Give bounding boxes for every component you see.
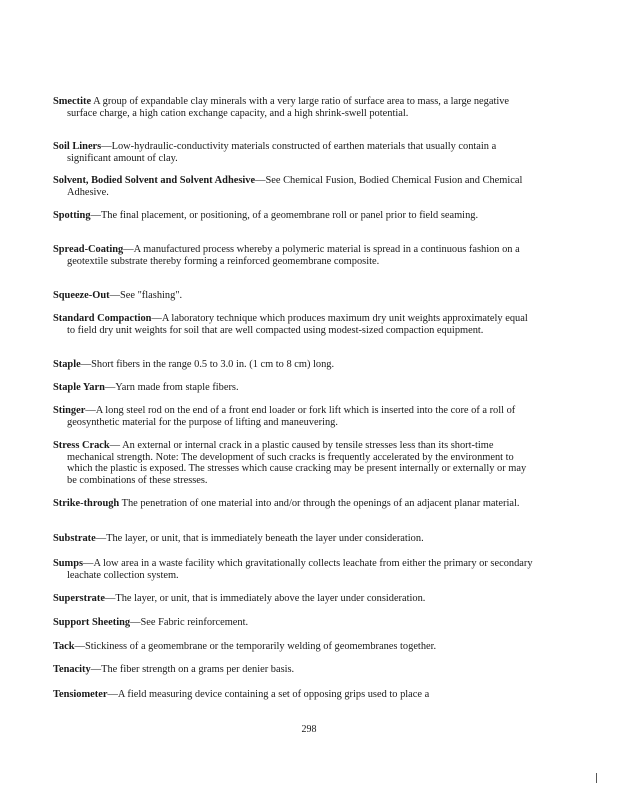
- entry-term: Smectite: [53, 96, 92, 107]
- glossary-entry-staple-yarn: [53, 382, 535, 394]
- glossary-entry-stress-crack: [53, 440, 535, 486]
- glossary-entry-support-sheeting: [53, 617, 535, 629]
- entry-term: Spotting: [53, 210, 91, 221]
- entry-term: Tenacity: [53, 664, 91, 675]
- glossary-entry-tack: [53, 641, 535, 653]
- glossary-entry-sumps: [53, 558, 535, 581]
- scan-artifact: [596, 773, 597, 783]
- entry-definition: — An external or internal crack in a plastic caused by tensile stresses less than its short-time mechanical strength. Note: The development of such cracks is frequently accelerated by the environment to which the plastic is exposed. The stresses which cause cracking may be present internally or externally or may be combinations of these stresses.: [67, 440, 527, 486]
- entry-term: Solvent, Bodied Solvent and Solvent Adhesive: [53, 175, 256, 186]
- entry-definition: —The final placement, or positioning, of a geomembrane roll or panel prior to field seaming.: [90, 210, 479, 221]
- glossary-entry-soil-liners: [53, 141, 535, 164]
- entry-term: Stress Crack: [53, 440, 110, 451]
- entry-term: Spread-Coating: [53, 244, 124, 255]
- entry-term: Staple Yarn: [53, 382, 105, 393]
- entry-term: Tack: [53, 641, 75, 652]
- entry-term: Tensiometer: [53, 689, 108, 700]
- page-number: 298: [301, 724, 317, 735]
- entry-definition: —A low area in a waste facility which gravitationally collects leachate from either the primary or secondary leachate collection system.: [67, 558, 533, 581]
- entry-definition: —Yarn made from staple fibers.: [104, 382, 239, 393]
- entry-term: Support Sheeting: [53, 617, 131, 628]
- entry-term: Substrate: [53, 533, 96, 544]
- entry-definition: —A field measuring device containing a set of opposing grips used to place a: [107, 689, 430, 700]
- entry-definition: —Short fibers in the range 0.5 to 3.0 in. (1 cm to 8 cm) long.: [80, 359, 335, 370]
- entry-term: Squeeze-Out: [53, 290, 110, 301]
- entry-definition: —The fiber strength on a grams per denier basis.: [90, 664, 295, 675]
- entry-term: Superstrate: [53, 593, 105, 604]
- glossary-entry-tenacity: [53, 664, 535, 676]
- entry-definition: —See Chemical Fusion, Bodied Chemical Fusion and Chemical Adhesive.: [67, 175, 523, 198]
- glossary-entry-stinger: [53, 405, 535, 428]
- glossary-entry-spotting: [53, 210, 535, 222]
- entry-term: Standard Compaction: [53, 313, 152, 324]
- entry-definition: —The layer, or unit, that is immediately above the layer under consideration.: [104, 593, 426, 604]
- glossary-entry-tensiometer: [53, 689, 535, 701]
- glossary-entry-standard-compaction: [53, 313, 535, 336]
- entry-definition: —See Fabric reinforcement.: [130, 617, 249, 628]
- entry-definition: A group of expandable clay minerals with a very large ratio of surface area to mass, a large negative surface charge, a high cation exchange capacity, and a high shrink-swell potential.: [67, 96, 510, 119]
- entry-definition: —Stickiness of a geomembrane or the temporarily welding of geomembranes together.: [74, 641, 437, 652]
- entry-term: Soil Liners: [53, 141, 102, 152]
- entry-definition: —The layer, or unit, that is immediately beneath the layer under consideration.: [95, 533, 424, 544]
- glossary-entry-spread-coating: [53, 244, 535, 267]
- entry-term: Stinger: [53, 405, 86, 416]
- entry-definition: —A manufactured process whereby a polymeric material is spread in a continuous fashion on a geotextile substrate thereby forming a reinforced geomembrane composite.: [67, 244, 520, 267]
- entry-definition: The penetration of one material into and/or through the openings of an adjacent planar material.: [119, 498, 520, 509]
- glossary-entry-staple: [53, 359, 535, 371]
- glossary-entry-superstrate: [53, 593, 535, 605]
- entry-definition: —A long steel rod on the end of a front end loader or fork lift which is inserted into the core of a roll of geosynthetic material for the purpose of lifting and maneuvering.: [67, 405, 516, 428]
- glossary-entry-substrate: [53, 533, 535, 545]
- glossary-entry-strike-through: [53, 498, 535, 510]
- entry-term: Sumps: [53, 558, 84, 569]
- glossary-entry-squeeze-out: [53, 290, 535, 302]
- entry-definition: —A laboratory technique which produces maximum dry unit weights approximately equal to field dry unit weights for soil that are well compacted using modest-sized compaction equipment.: [67, 313, 528, 336]
- entry-term: Staple: [53, 359, 81, 370]
- entry-definition: —See "flashing".: [109, 290, 183, 301]
- entry-term: Strike-through: [53, 498, 120, 509]
- glossary-entry-solvent: [53, 175, 535, 198]
- glossary-entry-smectite: [53, 96, 535, 119]
- entry-definition: —Low-hydraulic-conductivity materials constructed of earthen materials that usually contain a significant amount of clay.: [67, 141, 497, 164]
